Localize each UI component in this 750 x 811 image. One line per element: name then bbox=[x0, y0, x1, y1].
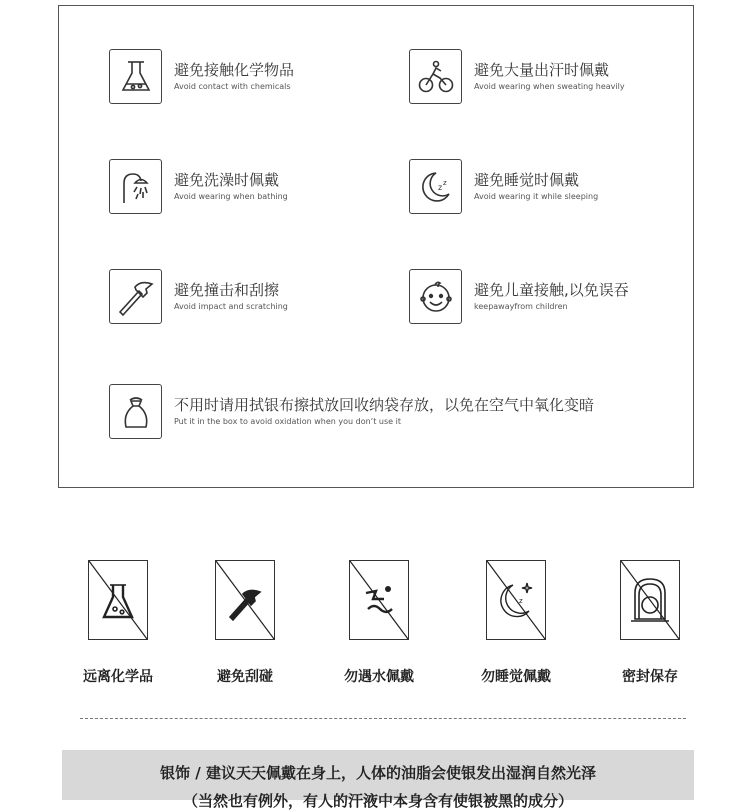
care-item-title: 避免睡觉时佩戴 bbox=[474, 171, 580, 189]
flask-prohibited-icon bbox=[88, 560, 148, 640]
hammer-prohibited-icon bbox=[215, 560, 275, 640]
warning-item-chemicals bbox=[63, 560, 173, 686]
warning-label: 远离化学品 bbox=[83, 669, 153, 685]
care-note-banner bbox=[62, 750, 694, 810]
care-item-subtitle: Avoid wearing it while sleeping bbox=[474, 192, 599, 201]
warning-item-water bbox=[324, 560, 434, 686]
care-item-sleeping bbox=[409, 159, 598, 214]
warning-label: 勿睡觉佩戴 bbox=[481, 669, 551, 685]
care-item-title: 避免接触化学物品 bbox=[174, 61, 295, 79]
moon-prohibited-icon bbox=[486, 560, 546, 640]
warning-label: 避免刮碰 bbox=[217, 669, 273, 685]
flask-icon bbox=[109, 49, 162, 104]
care-note-line-2: （当然也有例外，有人的汗液中本身含有使银被黑的成分） bbox=[182, 792, 573, 810]
warning-icons-row bbox=[0, 560, 750, 695]
warning-label: 勿遇水佩戴 bbox=[344, 669, 414, 685]
dashed-divider bbox=[80, 718, 686, 719]
swimmer-prohibited-icon bbox=[349, 560, 409, 640]
sealed-storage-icon bbox=[620, 560, 680, 640]
pouch-icon bbox=[109, 384, 162, 439]
care-item-subtitle: Avoid wearing when sweating heavily bbox=[474, 82, 625, 91]
care-item-storage bbox=[109, 384, 594, 439]
care-item-subtitle: Avoid impact and scratching bbox=[174, 302, 288, 311]
cyclist-icon bbox=[409, 49, 462, 104]
care-item-subtitle: keepawayfrom children bbox=[474, 302, 568, 311]
moon-sleep-icon bbox=[409, 159, 462, 214]
care-item-impact bbox=[109, 269, 288, 324]
care-item-children bbox=[409, 269, 629, 324]
warning-item-sleep bbox=[461, 560, 571, 686]
care-item-title: 避免儿童接触,以免误吞 bbox=[474, 281, 629, 299]
warning-item-storage bbox=[595, 560, 705, 686]
shower-icon bbox=[109, 159, 162, 214]
baby-face-icon bbox=[409, 269, 462, 324]
care-instructions-panel bbox=[58, 5, 694, 488]
care-item-subtitle: Avoid contact with chemicals bbox=[174, 82, 291, 91]
care-item-title: 避免大量出汗时佩戴 bbox=[474, 61, 610, 79]
hammer-icon bbox=[109, 269, 162, 324]
care-item-subtitle: Avoid wearing when bathing bbox=[174, 192, 288, 201]
care-item-title: 避免撞击和刮擦 bbox=[174, 281, 280, 299]
svg-text:z: z bbox=[519, 597, 523, 605]
svg-text:z: z bbox=[437, 182, 442, 192]
care-item-bathing bbox=[109, 159, 288, 214]
care-note-line-1: 银饰 / 建议天天佩戴在身上，人体的油脂会使银发出湿润自然光泽 bbox=[160, 764, 596, 782]
care-item-title: 避免洗澡时佩戴 bbox=[174, 171, 280, 189]
svg-text:z: z bbox=[442, 178, 447, 187]
care-item-sweating bbox=[409, 49, 625, 104]
care-item-subtitle: Put it in the box to avoid oxidation when you don’t use it bbox=[174, 417, 401, 426]
care-item-title: 不用时请用拭银布擦拭放回收纳袋存放，以免在空气中氧化变暗 bbox=[174, 396, 595, 414]
warning-label: 密封保存 bbox=[622, 669, 678, 685]
warning-item-impact bbox=[190, 560, 300, 686]
care-item-chemicals bbox=[109, 49, 294, 104]
